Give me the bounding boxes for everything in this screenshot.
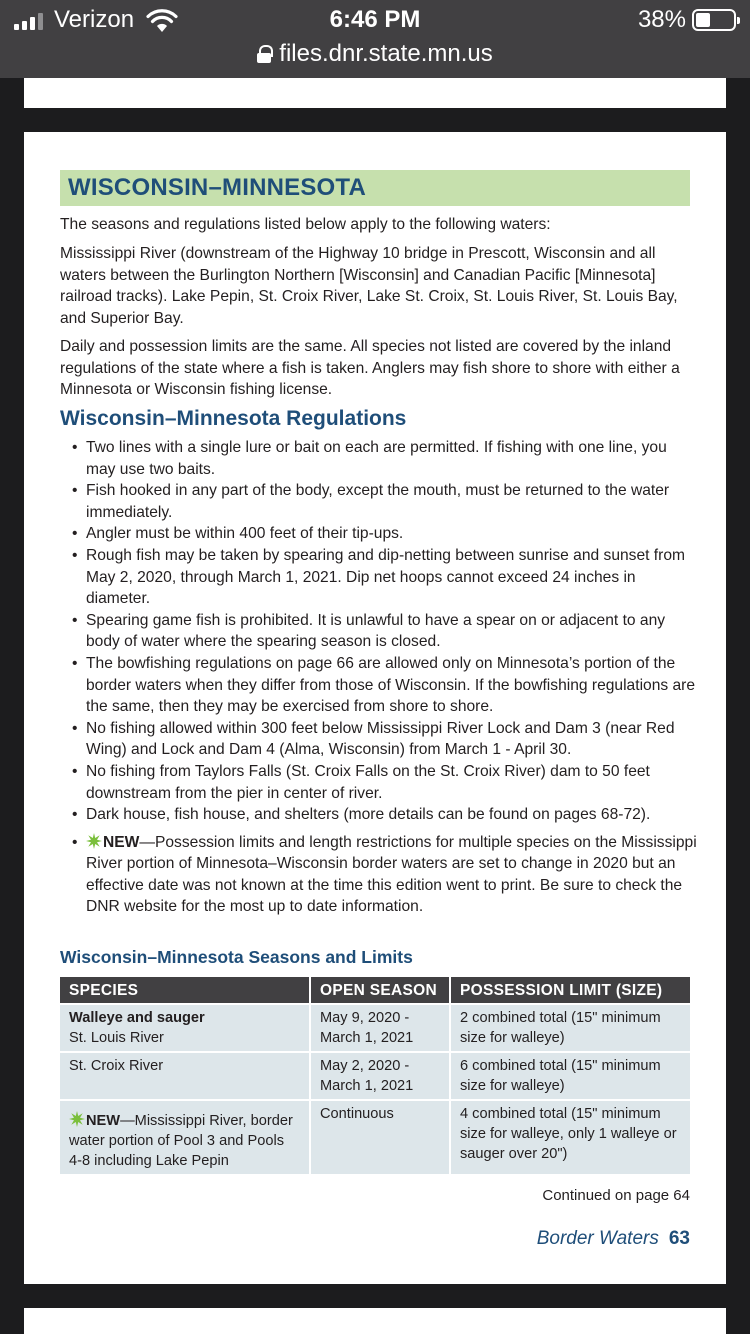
regulations-heading: Wisconsin–Minnesota Regulations (60, 407, 407, 430)
new-label: NEW (86, 1113, 121, 1129)
species-cell (60, 1052, 310, 1100)
limit-cell: 4 combined total (15" minimum size for walleye, only 1 walleye or sauger over 20") (450, 1100, 690, 1174)
list-item: • The bowfishing regulations on page 66 are allowed only on Minnesota’s portion of the border waters when they differ from those of Wisconsin. If the bowfishing regulations are the same, then they may be exercised from shore to shore. (60, 653, 700, 718)
page-number: 63 (668, 1228, 690, 1249)
list-item: • Rough fish may be taken by spearing and dip-netting between sunrise and sunset from May 2, 2020, through March 1, 2021. Dip net hoops cannot exceed 24 inches in diameter. (60, 545, 700, 610)
limit-cell: 6 combined total (15" minimum size for walleye) (450, 1052, 690, 1100)
species-group: Walleye and sauger (69, 1010, 205, 1026)
seasons-table (60, 977, 690, 1174)
page-footer (537, 1228, 690, 1250)
status-bar (0, 0, 750, 78)
continued-note: Continued on page 64 (542, 1187, 690, 1204)
list-item: • Angler must be within 400 feet of their tip-ups. (60, 523, 700, 545)
section-banner: WISCONSIN–MINNESOTA (60, 170, 690, 206)
new-burst-icon (69, 1111, 85, 1127)
new-bullet-text: —Possession limits and length restrictions for multiple species on the Mississippi River portion of Minnesota–Wisconsin border waters are set to change in 2020 but an effective date was not known at the time this edition went to print. Be sure to check the DNR website for the most up to date information. (86, 833, 697, 916)
list-item: • Dark house, fish house, and shelters (more details can be found on pages 68-72). (60, 804, 700, 826)
seasons-heading: Wisconsin–Minnesota Seasons and Limits (60, 947, 413, 967)
column-header-limit: POSSESSION LIMIT (SIZE) (450, 977, 690, 1004)
limit-cell: 2 combined total (15" minimum size for walleye) (450, 1004, 690, 1052)
footer-section-name: Border Waters (536, 1228, 659, 1249)
species-cell (60, 1100, 310, 1174)
lock-icon (257, 45, 271, 63)
address-bar[interactable] (0, 40, 750, 68)
column-header-season: OPEN SEASON (310, 977, 450, 1004)
document-page (24, 132, 726, 1284)
new-burst-icon (86, 833, 102, 849)
list-item: • No fishing allowed within 300 feet below Mississippi River Lock and Dam 3 (near Red Wing) and Lock and Dam 4 (Alma, Wisconsin) from March 1 - April 30. (60, 718, 700, 761)
table-row (60, 1052, 690, 1100)
table-row (60, 1004, 690, 1052)
new-label: NEW (103, 833, 140, 851)
regulations-list (60, 437, 700, 918)
limits-paragraph: Daily and possession limits are the same. All species not listed are covered by the inland regulations of the state where a fish is taken. Anglers may fish shore to shore with either a Minnesota or Wisconsin fishing license. (60, 338, 680, 398)
list-item: • Two lines with a single lure or bait on each are permitted. If fishing with one line, you may use two baits. (60, 437, 700, 480)
list-item: • No fishing from Taylors Falls (St. Croix Falls on the St. Croix River) dam to 50 feet downstream from the pier in center of river. (60, 761, 700, 804)
carrier-name: Verizon (54, 6, 135, 33)
waters-paragraph: Mississippi River (downstream of the Highway 10 bridge in Prescott, Wisconsin and all waters between the Burlington Northern [Wisconsin] and Canadian Pacific [Minnesota] railroad tracks). Lake Pepin, St. Croix River, Lake St. Croix, St. Louis River, St. Louis Bay, and Superior Bay. (60, 245, 678, 327)
intro-paragraph: The seasons and regulations listed below apply to the following waters: (60, 216, 551, 233)
species-name: —Mississippi River, border water portion of Pool 3 and Pools 4-8 including Lake Pepin (69, 1113, 293, 1169)
table-header-row (60, 977, 690, 1004)
species-name: St. Croix River (69, 1058, 164, 1074)
species-name: St. Louis River (69, 1030, 164, 1046)
previous-page-edge (24, 78, 726, 108)
season-cell: May 2, 2020 - March 1, 2021 (310, 1052, 450, 1100)
species-cell (60, 1004, 310, 1052)
next-page-edge (24, 1308, 726, 1334)
battery-icon (692, 9, 736, 31)
battery-percent: 38% (637, 6, 686, 33)
clock: 6:46 PM (329, 6, 421, 33)
list-item-new (60, 832, 700, 918)
url-text: files.dnr.state.mn.us (279, 40, 493, 67)
season-cell: May 9, 2020 - March 1, 2021 (310, 1004, 450, 1052)
table-row (60, 1100, 690, 1174)
column-header-species: SPECIES (60, 977, 310, 1004)
list-item: • Spearing game fish is prohibited. It is unlawful to have a spear on or adjacent to any body of water where the spearing season is closed. (60, 610, 700, 653)
season-cell: Continuous (310, 1100, 450, 1174)
list-item: • Fish hooked in any part of the body, except the mouth, must be returned to the water immediately. (60, 480, 700, 523)
